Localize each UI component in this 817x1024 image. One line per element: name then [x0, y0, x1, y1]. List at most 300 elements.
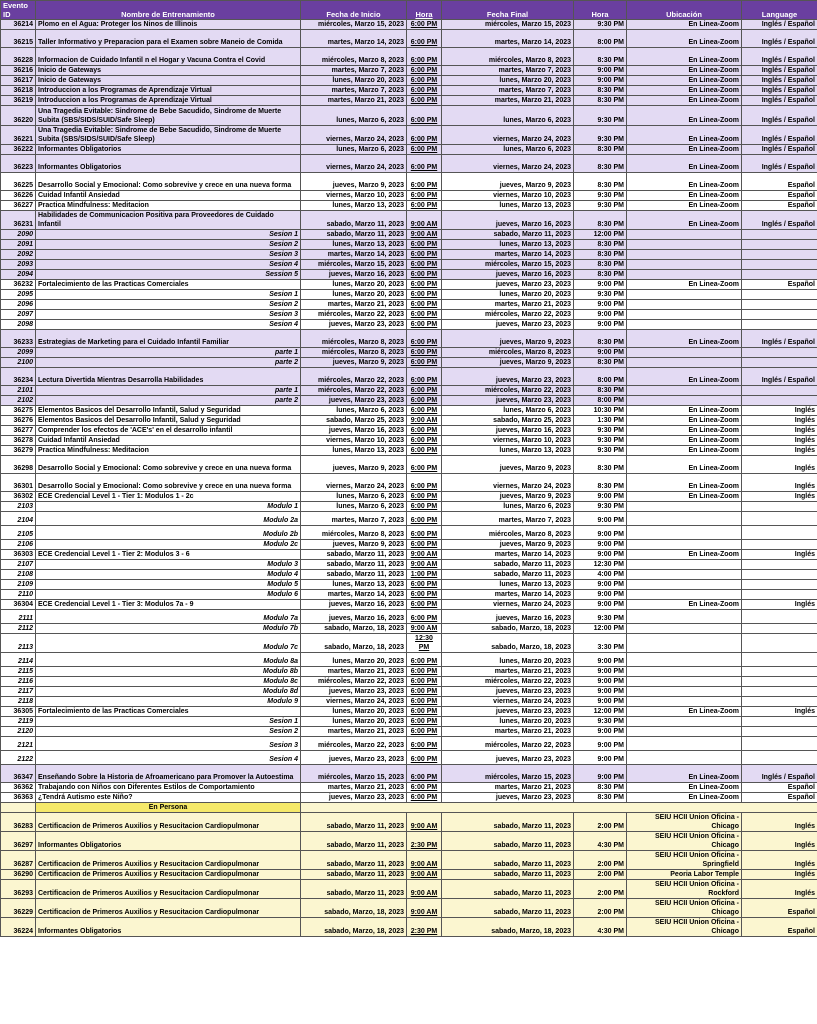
end-date-cell: viernes, Marzo 24, 2023: [442, 474, 574, 492]
end-time-cell: 9:00 PM: [574, 300, 627, 310]
start-time-cell: 2:30 PM: [407, 918, 442, 937]
end-date-cell: sabado, Marzo, 18, 2023: [442, 918, 574, 937]
location-cell: [627, 687, 742, 697]
end-date-cell: sabado, Marzo 11, 2023: [442, 230, 574, 240]
location-cell: [627, 697, 742, 707]
event-id-cell: 36287: [1, 851, 36, 870]
end-date-cell: martes, Marzo 21, 2023: [442, 667, 574, 677]
end-date-cell: martes, Marzo 14, 2023: [442, 250, 574, 260]
end-time-cell: 8:30 PM: [574, 474, 627, 492]
start-date-cell: miércoles, Marzo 15, 2023: [301, 20, 407, 30]
language-cell: Inglés: [742, 707, 817, 717]
language-cell: [742, 697, 817, 707]
end-time-cell: 8:30 PM: [574, 173, 627, 191]
start-date-cell: lunes, Marzo 6, 2023: [301, 502, 407, 512]
event-id-cell: 36362: [1, 783, 36, 793]
event-row: [1, 20, 817, 30]
event-id-cell: 36283: [1, 813, 36, 832]
event-id-cell: 36222: [1, 145, 36, 155]
end-time-cell: 9:00 PM: [574, 66, 627, 76]
language-cell: Español: [742, 280, 817, 290]
header-name: Nombre de Entrenamiento: [36, 1, 301, 20]
event-id-cell: 36214: [1, 20, 36, 30]
language-cell: [742, 396, 817, 406]
language-cell: Inglés / Español: [742, 86, 817, 96]
event-row: [1, 126, 817, 145]
training-name-cell: Modulo 5: [36, 580, 301, 590]
start-time-cell: 6:00 PM: [407, 406, 442, 416]
location-cell: En Linea-Zoom: [627, 66, 742, 76]
location-cell: En Linea-Zoom: [627, 330, 742, 348]
start-date-cell: jueves, Marzo 9, 2023: [301, 540, 407, 550]
start-time-cell: 6:00 PM: [407, 396, 442, 406]
event-id-cell: 2107: [1, 560, 36, 570]
end-time-cell: 8:30 PM: [574, 270, 627, 280]
start-time-cell: 6:00 PM: [407, 201, 442, 211]
training-name-cell: Sesion 4: [36, 260, 301, 270]
location-cell: En Linea-Zoom: [627, 76, 742, 86]
language-cell: Inglés / Español: [742, 106, 817, 126]
language-cell: [742, 610, 817, 624]
location-cell: [627, 653, 742, 667]
location-cell: En Linea-Zoom: [627, 426, 742, 436]
end-date-cell: jueves, Marzo 9, 2023: [442, 330, 574, 348]
location-cell: En Linea-Zoom: [627, 793, 742, 803]
event-id-cell: 36276: [1, 416, 36, 426]
event-id-cell: 2115: [1, 667, 36, 677]
start-date-cell: jueves, Marzo 23, 2023: [301, 687, 407, 697]
section-row-en-persona: [1, 803, 817, 813]
event-id-cell: 2110: [1, 590, 36, 600]
training-name-cell: Practica Mindfulness: Meditacion: [36, 446, 301, 456]
training-name-cell: Lectura Divertida Mientras Desarrolla Habilidades: [36, 368, 301, 386]
event-id-cell: 36303: [1, 550, 36, 560]
end-date-cell: sabado, Marzo 25, 2023: [442, 416, 574, 426]
location-cell: En Linea-Zoom: [627, 474, 742, 492]
start-date-cell: martes, Marzo 21, 2023: [301, 783, 407, 793]
start-date-cell: jueves, Marzo 16, 2023: [301, 426, 407, 436]
event-row: [1, 765, 817, 783]
event-id-cell: 2119: [1, 717, 36, 727]
start-date-cell: lunes, Marzo 13, 2023: [301, 446, 407, 456]
location-cell: En Linea-Zoom: [627, 30, 742, 48]
start-time-cell: 1:00 PM: [407, 570, 442, 580]
location-cell: En Linea-Zoom: [627, 86, 742, 96]
end-date-cell: jueves, Marzo 23, 2023: [442, 280, 574, 290]
language-cell: [742, 260, 817, 270]
training-name-cell: Modulo 8b: [36, 667, 301, 677]
event-id-cell: 2116: [1, 677, 36, 687]
training-name-cell: Modulo 3: [36, 560, 301, 570]
header-hora-final: Hora: [574, 1, 627, 20]
end-time-cell: 9:00 PM: [574, 550, 627, 560]
end-date-cell: sabado, Marzo 11, 2023: [442, 880, 574, 899]
start-time-cell: 9:00 AM: [407, 813, 442, 832]
header-language: Language: [742, 1, 817, 20]
start-date-cell: martes, Marzo 21, 2023: [301, 727, 407, 737]
training-name-cell: Modulo 4: [36, 570, 301, 580]
end-time-cell: 12:30 PM: [574, 560, 627, 570]
event-id-cell: 36290: [1, 870, 36, 880]
start-date-cell: lunes, Marzo 20, 2023: [301, 280, 407, 290]
event-id-cell: 2121: [1, 737, 36, 751]
start-date-cell: lunes, Marzo 20, 2023: [301, 290, 407, 300]
start-date-cell: lunes, Marzo 20, 2023: [301, 717, 407, 727]
end-date-cell: jueves, Marzo 16, 2023: [442, 270, 574, 280]
end-date-cell: martes, Marzo 21, 2023: [442, 727, 574, 737]
start-time-cell: 12:30 PM: [407, 634, 442, 653]
location-cell: [627, 300, 742, 310]
header-fecha-inicio: Fecha de Inicio: [301, 1, 407, 20]
event-id-cell: 2090: [1, 230, 36, 240]
start-date-cell: miércoles, Marzo 8, 2023: [301, 48, 407, 66]
training-name-cell: Sesion 1: [36, 290, 301, 300]
event-id-cell: 36224: [1, 918, 36, 937]
event-row: [1, 211, 817, 230]
end-date-cell: jueves, Marzo 9, 2023: [442, 358, 574, 368]
end-time-cell: 9:00 PM: [574, 348, 627, 358]
training-name-cell: Modulo 2a: [36, 512, 301, 526]
start-date-cell: miércoles, Marzo 8, 2023: [301, 330, 407, 348]
location-cell: En Linea-Zoom: [627, 446, 742, 456]
event-id-cell: 36228: [1, 48, 36, 66]
end-time-cell: 8:30 PM: [574, 793, 627, 803]
start-date-cell: viernes, Marzo 24, 2023: [301, 155, 407, 173]
location-cell: En Linea-Zoom: [627, 368, 742, 386]
event-row: [1, 201, 817, 211]
training-name-cell: Sesion 1: [36, 717, 301, 727]
start-time-cell: 6:00 PM: [407, 751, 442, 765]
language-cell: [742, 230, 817, 240]
event-id-cell: 36219: [1, 96, 36, 106]
location-cell: En Linea-Zoom: [627, 783, 742, 793]
language-cell: [742, 560, 817, 570]
language-cell: [742, 570, 817, 580]
end-time-cell: 1:30 PM: [574, 416, 627, 426]
event-id-cell: 2100: [1, 358, 36, 368]
language-cell: [742, 250, 817, 260]
training-name-cell: Elementos Basicos del Desarrollo Infantil, Salud y Seguridad: [36, 416, 301, 426]
location-cell: [627, 667, 742, 677]
event-id-cell: 2104: [1, 512, 36, 526]
location-cell: [627, 512, 742, 526]
event-id-cell: 2120: [1, 727, 36, 737]
location-cell: [627, 590, 742, 600]
end-time-cell: 9:00 PM: [574, 600, 627, 610]
language-cell: [742, 270, 817, 280]
event-id-cell: 36221: [1, 126, 36, 145]
location-cell: En Linea-Zoom: [627, 106, 742, 126]
end-time-cell: 9:30 PM: [574, 610, 627, 624]
start-time-cell: 9:00 AM: [407, 851, 442, 870]
language-cell: Inglés / Español: [742, 155, 817, 173]
end-time-cell: 8:30 PM: [574, 250, 627, 260]
location-cell: [627, 396, 742, 406]
session-row: [1, 300, 817, 310]
end-time-cell: 2:00 PM: [574, 880, 627, 899]
training-name-cell: parte 1: [36, 348, 301, 358]
start-time-cell: 6:00 PM: [407, 386, 442, 396]
end-date-cell: jueves, Marzo 23, 2023: [442, 687, 574, 697]
session-row: [1, 230, 817, 240]
language-cell: [742, 677, 817, 687]
language-cell: Inglés: [742, 813, 817, 832]
event-row: [1, 106, 817, 126]
start-time-cell: 6:00 PM: [407, 456, 442, 474]
location-cell: En Linea-Zoom: [627, 211, 742, 230]
end-date-cell: miércoles, Marzo 15, 2023: [442, 20, 574, 30]
language-cell: Inglés / Español: [742, 145, 817, 155]
start-date-cell: jueves, Marzo 16, 2023: [301, 610, 407, 624]
language-cell: [742, 687, 817, 697]
header-hora-inicio: Hora: [407, 1, 442, 20]
end-date-cell: jueves, Marzo 9, 2023: [442, 173, 574, 191]
event-id-cell: 36278: [1, 436, 36, 446]
language-cell: Inglés: [742, 492, 817, 502]
end-date-cell: miércoles, Marzo 22, 2023: [442, 677, 574, 687]
end-time-cell: 9:00 PM: [574, 540, 627, 550]
language-cell: [742, 512, 817, 526]
end-date-cell: lunes, Marzo 13, 2023: [442, 240, 574, 250]
end-date-cell: jueves, Marzo 16, 2023: [442, 211, 574, 230]
training-name-cell: Certificacion de Primeros Auxilios y Resucitacion Cardiopulmonar: [36, 813, 301, 832]
event-row: [1, 155, 817, 173]
start-time-cell: 6:00 PM: [407, 502, 442, 512]
session-row: [1, 634, 817, 653]
end-time-cell: 9:00 PM: [574, 667, 627, 677]
training-name-cell: Plomo en el Agua: Proteger los Ninos de Illinois: [36, 20, 301, 30]
event-id-cell: 36227: [1, 201, 36, 211]
end-time-cell: 9:00 PM: [574, 580, 627, 590]
language-cell: [742, 580, 817, 590]
session-row: [1, 310, 817, 320]
end-time-cell: 8:00 PM: [574, 368, 627, 386]
training-name-cell: Una Tragedia Evitable: Sindrome de Bebe Sacudido, Sindrome de Muerte Subita (SBS/SIDS/SUID/Safe Sleep): [36, 126, 301, 145]
location-cell: [627, 727, 742, 737]
session-row: [1, 717, 817, 727]
training-name-cell: Desarrollo Social y Emocional: Como sobrevive y crece en una nueva forma: [36, 173, 301, 191]
end-time-cell: 2:00 PM: [574, 813, 627, 832]
session-row: [1, 320, 817, 330]
start-date-cell: jueves, Marzo 23, 2023: [301, 751, 407, 765]
location-cell: En Linea-Zoom: [627, 145, 742, 155]
event-row: [1, 600, 817, 610]
location-cell: SEIU HCII Union Oficina - Springfield: [627, 851, 742, 870]
start-date-cell: miércoles, Marzo 15, 2023: [301, 260, 407, 270]
language-cell: [742, 386, 817, 396]
start-time-cell: 6:00 PM: [407, 96, 442, 106]
end-date-cell: martes, Marzo 14, 2023: [442, 590, 574, 600]
start-date-cell: jueves, Marzo 23, 2023: [301, 396, 407, 406]
start-time-cell: 6:00 PM: [407, 260, 442, 270]
start-date-cell: martes, Marzo 21, 2023: [301, 667, 407, 677]
location-cell: [627, 502, 742, 512]
end-date-cell: sabado, Marzo 11, 2023: [442, 870, 574, 880]
start-time-cell: 6:00 PM: [407, 173, 442, 191]
language-cell: [742, 320, 817, 330]
start-time-cell: 6:00 PM: [407, 348, 442, 358]
location-cell: En Linea-Zoom: [627, 456, 742, 474]
start-time-cell: 6:00 PM: [407, 540, 442, 550]
end-time-cell: 12:00 PM: [574, 624, 627, 634]
end-date-cell: sabado, Marzo 11, 2023: [442, 560, 574, 570]
start-date-cell: martes, Marzo 14, 2023: [301, 590, 407, 600]
end-time-cell: 8:30 PM: [574, 260, 627, 270]
training-name-cell: Sesion 3: [36, 310, 301, 320]
language-cell: Español: [742, 191, 817, 201]
end-time-cell: 9:30 PM: [574, 426, 627, 436]
end-date-cell: martes, Marzo 21, 2023: [442, 300, 574, 310]
training-name-cell: Certificacion de Primeros Auxilios y Resucitacion Cardiopulmonar: [36, 870, 301, 880]
location-cell: En Linea-Zoom: [627, 201, 742, 211]
start-time-cell: 6:00 PM: [407, 155, 442, 173]
language-cell: Español: [742, 173, 817, 191]
language-cell: Inglés: [742, 474, 817, 492]
start-date-cell: jueves, Marzo 16, 2023: [301, 600, 407, 610]
training-name-cell: Estrategias de Marketing para el Cuidado Infantil Familiar: [36, 330, 301, 348]
event-id-cell: 36220: [1, 106, 36, 126]
start-time-cell: 6:00 PM: [407, 300, 442, 310]
end-date-cell: lunes, Marzo 13, 2023: [442, 201, 574, 211]
training-name-cell: Inicio de Gateways: [36, 66, 301, 76]
event-id-cell: 2096: [1, 300, 36, 310]
event-id-cell: 2122: [1, 751, 36, 765]
training-name-cell: Fortalecimiento de las Practicas Comerciales: [36, 280, 301, 290]
session-row: [1, 667, 817, 677]
location-cell: [627, 348, 742, 358]
start-date-cell: viernes, Marzo 24, 2023: [301, 697, 407, 707]
session-row: [1, 240, 817, 250]
end-time-cell: 2:00 PM: [574, 899, 627, 918]
location-cell: [627, 717, 742, 727]
event-id-cell: 2092: [1, 250, 36, 260]
training-name-cell: Session 5: [36, 270, 301, 280]
language-cell: Inglés: [742, 416, 817, 426]
location-cell: En Linea-Zoom: [627, 280, 742, 290]
training-name-cell: Una Tragedia Evitable: Sindrome de Bebe Sacudido, Sindrome de Muerte Subita (SBS/SIDS/SUID/Safe Sleep): [36, 106, 301, 126]
event-row: [1, 280, 817, 290]
start-date-cell: martes, Marzo 21, 2023: [301, 96, 407, 106]
event-row: [1, 880, 817, 899]
event-id-cell: 36218: [1, 86, 36, 96]
start-date-cell: miércoles, Marzo 8, 2023: [301, 348, 407, 358]
language-cell: [742, 540, 817, 550]
end-date-cell: martes, Marzo 14, 2023: [442, 30, 574, 48]
language-cell: Inglés: [742, 851, 817, 870]
end-time-cell: 9:00 PM: [574, 677, 627, 687]
location-cell: [627, 320, 742, 330]
location-cell: En Linea-Zoom: [627, 765, 742, 783]
location-cell: [627, 624, 742, 634]
event-id-cell: 36297: [1, 832, 36, 851]
start-time-cell: 6:00 PM: [407, 667, 442, 677]
training-name-cell: Sesion 2: [36, 727, 301, 737]
start-time-cell: 6:00 PM: [407, 250, 442, 260]
end-date-cell: lunes, Marzo 6, 2023: [442, 406, 574, 416]
event-id-cell: 36293: [1, 880, 36, 899]
location-cell: [627, 610, 742, 624]
end-date-cell: jueves, Marzo 9, 2023: [442, 540, 574, 550]
event-id-cell: 2091: [1, 240, 36, 250]
location-cell: [627, 540, 742, 550]
start-date-cell: lunes, Marzo 6, 2023: [301, 106, 407, 126]
location-cell: SEIU HCII Union Oficina - Chicago: [627, 832, 742, 851]
end-date-cell: sabado, Marzo 11, 2023: [442, 813, 574, 832]
start-time-cell: 6:00 PM: [407, 368, 442, 386]
end-time-cell: 12:00 PM: [574, 707, 627, 717]
event-id-cell: 2103: [1, 502, 36, 512]
start-date-cell: sabado, Marzo 11, 2023: [301, 851, 407, 870]
event-id-cell: 2106: [1, 540, 36, 550]
location-cell: En Linea-Zoom: [627, 20, 742, 30]
training-name-cell: Practica Mindfulness: Meditacion: [36, 201, 301, 211]
end-time-cell: 12:00 PM: [574, 230, 627, 240]
end-time-cell: 9:00 PM: [574, 320, 627, 330]
training-name-cell: Sesion 2: [36, 300, 301, 310]
location-cell: En Linea-Zoom: [627, 550, 742, 560]
start-date-cell: martes, Marzo 14, 2023: [301, 30, 407, 48]
end-time-cell: 9:00 PM: [574, 310, 627, 320]
end-time-cell: 8:30 PM: [574, 155, 627, 173]
location-cell: [627, 250, 742, 260]
start-time-cell: 6:00 PM: [407, 426, 442, 436]
start-date-cell: sabado, Marzo 11, 2023: [301, 570, 407, 580]
end-time-cell: 9:30 PM: [574, 717, 627, 727]
language-cell: Inglés: [742, 550, 817, 560]
training-name-cell: Sesion 3: [36, 737, 301, 751]
event-id-cell: 36226: [1, 191, 36, 201]
end-date-cell: lunes, Marzo 6, 2023: [442, 145, 574, 155]
event-id-cell: 2098: [1, 320, 36, 330]
training-name-cell: Certificacion de Primeros Auxilios y Resucitacion Cardiopulmonar: [36, 851, 301, 870]
event-row: [1, 870, 817, 880]
training-name-cell: Fortalecimiento de las Practicas Comerciales: [36, 707, 301, 717]
end-date-cell: lunes, Marzo 20, 2023: [442, 76, 574, 86]
language-cell: [742, 358, 817, 368]
language-cell: Inglés / Español: [742, 48, 817, 66]
language-cell: Inglés: [742, 436, 817, 446]
location-cell: [627, 240, 742, 250]
language-cell: Inglés / Español: [742, 211, 817, 230]
end-date-cell: sabado, Marzo, 18, 2023: [442, 624, 574, 634]
training-name-cell: Informantes Obligatorios: [36, 145, 301, 155]
language-cell: [742, 653, 817, 667]
event-id-cell: 36229: [1, 899, 36, 918]
language-cell: Inglés / Español: [742, 30, 817, 48]
language-cell: Inglés: [742, 880, 817, 899]
start-time-cell: 9:00 AM: [407, 550, 442, 560]
event-row: [1, 66, 817, 76]
event-id-cell: 36298: [1, 456, 36, 474]
event-row: [1, 76, 817, 86]
start-date-cell: viernes, Marzo 24, 2023: [301, 126, 407, 145]
header-fecha-final: Fecha Final: [442, 1, 574, 20]
end-date-cell: sabado, Marzo, 18, 2023: [442, 634, 574, 653]
end-time-cell: 8:30 PM: [574, 48, 627, 66]
location-cell: SEIU HCII Union Oficina - Chicago: [627, 918, 742, 937]
start-date-cell: sabado, Marzo, 18, 2023: [301, 624, 407, 634]
start-time-cell: 6:00 PM: [407, 677, 442, 687]
session-row: [1, 560, 817, 570]
end-date-cell: jueves, Marzo 23, 2023: [442, 368, 574, 386]
start-time-cell: 6:00 PM: [407, 512, 442, 526]
language-cell: [742, 667, 817, 677]
start-date-cell: martes, Marzo 21, 2023: [301, 300, 407, 310]
section-spacer: [301, 803, 817, 813]
end-date-cell: sabado, Marzo 11, 2023: [442, 570, 574, 580]
end-date-cell: jueves, Marzo 23, 2023: [442, 707, 574, 717]
location-cell: [627, 290, 742, 300]
